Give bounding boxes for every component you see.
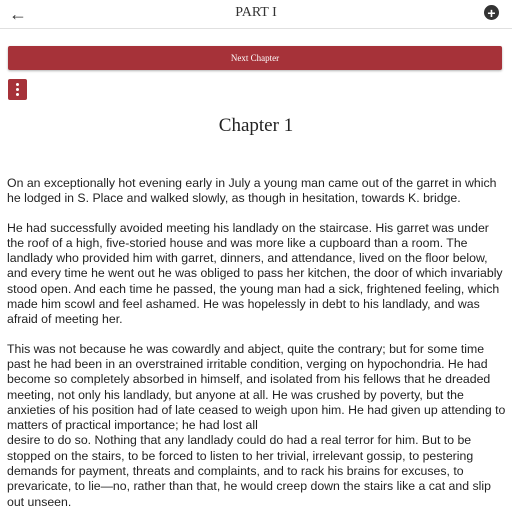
paragraph: desire to do so. Nothing that any landlady could do had a real terror for him. But to be stopped on the stairs, to be forced to listen to her trivial, irrelevant gossip, to pestering demands for payment, threats and complaints, and to rack his brains for excuses, to prevaricate, to lie—no, rather than that, he would creep down the stairs like a cat and slip out unseen. <box>7 433 491 509</box>
top-app-bar <box>0 0 512 28</box>
chapter-title: Chapter 1 <box>218 115 294 136</box>
paragraph: He had successfully avoided meeting his landlady on the staircase. His garret was under the roof of a high, five-storied house and was more like a cupboard than a room. The landlady who provided him with garret, dinners, and attendance, lived on the floor below, and every time he went out he was obliged to pass her kitchen, the door of which invariably stood open. And each time he passed, the young man had a sick, frightened feeling, which made him scowl and feel ashamed. He was hopelessly in debt to his landlady, and was afraid of meeting her. <box>7 220 503 327</box>
chapter-content <box>7 176 507 524</box>
more-vertical-icon[interactable] <box>8 79 27 100</box>
header-divider <box>0 28 512 29</box>
back-arrow-icon[interactable]: ← <box>9 3 27 24</box>
paragraph: This was not because he was cowardly and abject, quite the contrary; but for some time past he had been in an overstrained irritable condition, verging on hypochondria. He had become so completely absorbed in himself, and isolated from his fellows that he dreaded meeting, not only his landlady, but anyone at all. He was crushed by poverty, but the anxieties of his position had of late ceased to weigh upon him. He had given up attending to matters of practical importance; he had lost all <box>7 341 506 433</box>
paragraph: On an exceptionally hot evening early in July a young man came out of the garret in which he lodged in S. Place and walked slowly, as though in hesitation, towards K. bridge. <box>7 176 497 206</box>
page-title: PART I <box>235 5 277 20</box>
next-chapter-button[interactable]: Next Chapter <box>8 46 502 70</box>
add-circle-icon[interactable]: + <box>484 5 499 20</box>
